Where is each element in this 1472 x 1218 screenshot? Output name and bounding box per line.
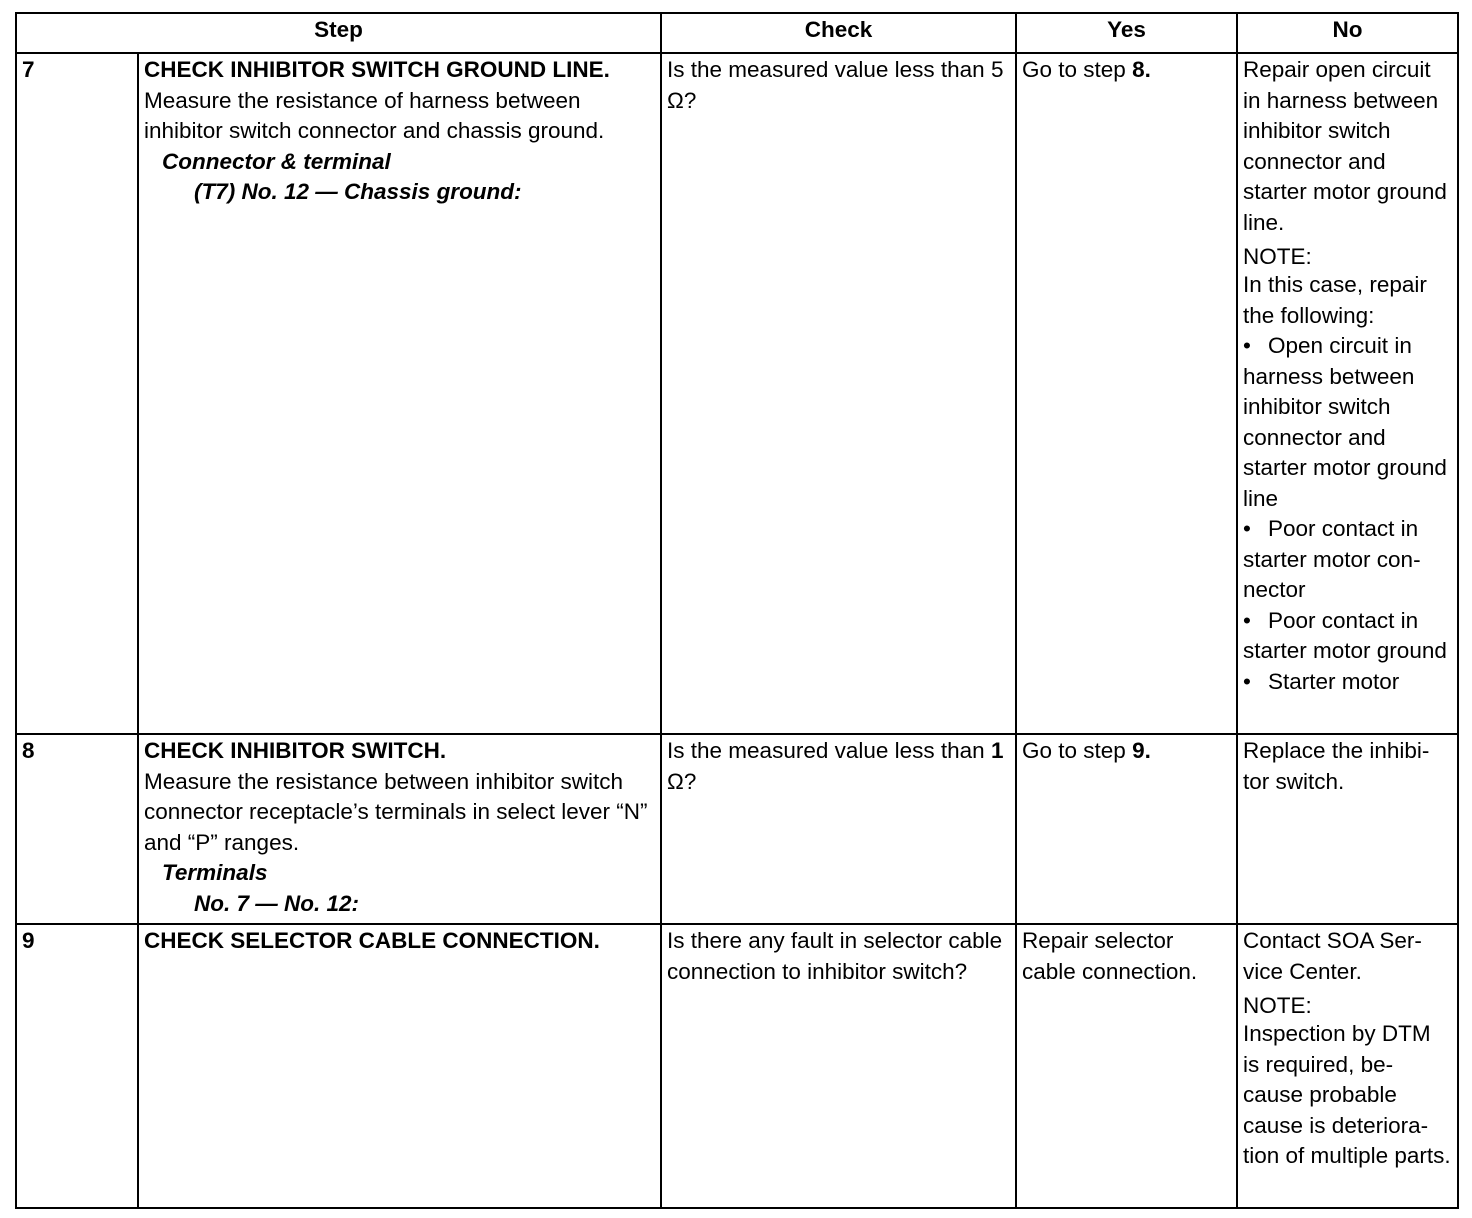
header-step: Step	[16, 13, 661, 53]
spec-value: (T7) No. 12 — Chassis ground:	[194, 179, 522, 204]
spec-value: No. 7 — No. 12:	[194, 890, 360, 916]
no-cell	[1237, 924, 1458, 1208]
yes-cell: Go to step 8.	[1016, 53, 1237, 734]
no-cell	[1237, 53, 1458, 734]
header-row	[16, 13, 1458, 53]
step-description	[138, 924, 661, 1208]
yes-cell: Go to step 9.	[1016, 734, 1237, 924]
table-row-step-9	[16, 924, 1458, 1208]
header-no: No	[1237, 13, 1458, 53]
bullet-item: • Starter motor	[1243, 668, 1400, 694]
step-title: CHECK INHIBITOR SWITCH GROUND LINE.	[144, 57, 610, 82]
step-number: 7	[16, 53, 138, 734]
table-row-step-8	[16, 734, 1458, 924]
note-body: In this case, repair the following:	[1243, 272, 1427, 328]
header-check: Check	[661, 13, 1016, 53]
check-cell: Is the measured value less than 5 Ω?	[661, 53, 1016, 734]
step-description	[138, 734, 661, 924]
bullet-item: • Open circuit in harness between inhibitor switch connector and starter motor ground line	[1243, 333, 1447, 511]
header-yes: Yes	[1016, 13, 1237, 53]
step-body: Measure the resistance of harness between inhibitor switch connector and chassis ground.	[144, 87, 605, 143]
step-description	[138, 53, 661, 734]
spec-label: Connector & terminal	[162, 148, 391, 174]
diagnostic-table	[15, 12, 1459, 1209]
note-label: NOTE:	[1243, 244, 1312, 269]
check-cell: Is there any fault in selector cable connection to inhibitor switch?	[661, 924, 1016, 1208]
no-text: Contact SOA Ser-vice Center.	[1243, 928, 1422, 984]
table-row-step-7	[16, 53, 1458, 734]
no-text: Replace the inhibi-tor switch.	[1243, 738, 1430, 794]
step-number: 9	[16, 924, 138, 1208]
step-number: 8	[16, 734, 138, 924]
note-label: NOTE:	[1243, 993, 1312, 1018]
bullet-item: • Poor contact in starter motor con-nector	[1243, 516, 1421, 602]
note-body: Inspection by DTM is required, be-cause probable cause is deteriora-tion of multiple parts.	[1243, 1021, 1451, 1168]
step-reference: 9.	[1132, 738, 1151, 763]
spec-label: Terminals	[162, 860, 268, 885]
step-body: Measure the resistance between inhibitor switch connector receptacle’s terminals in select lever “N” and “P” ranges.	[144, 768, 648, 855]
no-text: Repair open circuit in harness between inhibitor switch connector and starter motor ground line.	[1243, 57, 1447, 235]
bullet-item: • Poor contact in starter motor ground	[1243, 607, 1447, 663]
check-cell: Is the measured value less than 1 Ω?	[661, 734, 1016, 924]
step-title: CHECK INHIBITOR SWITCH.	[144, 738, 447, 763]
step-reference: 8.	[1132, 57, 1151, 82]
no-cell	[1237, 734, 1458, 924]
step-title: CHECK SELECTOR CABLE CONNECTION.	[144, 928, 600, 953]
yes-cell: Repair selector cable connection.	[1016, 924, 1237, 1208]
